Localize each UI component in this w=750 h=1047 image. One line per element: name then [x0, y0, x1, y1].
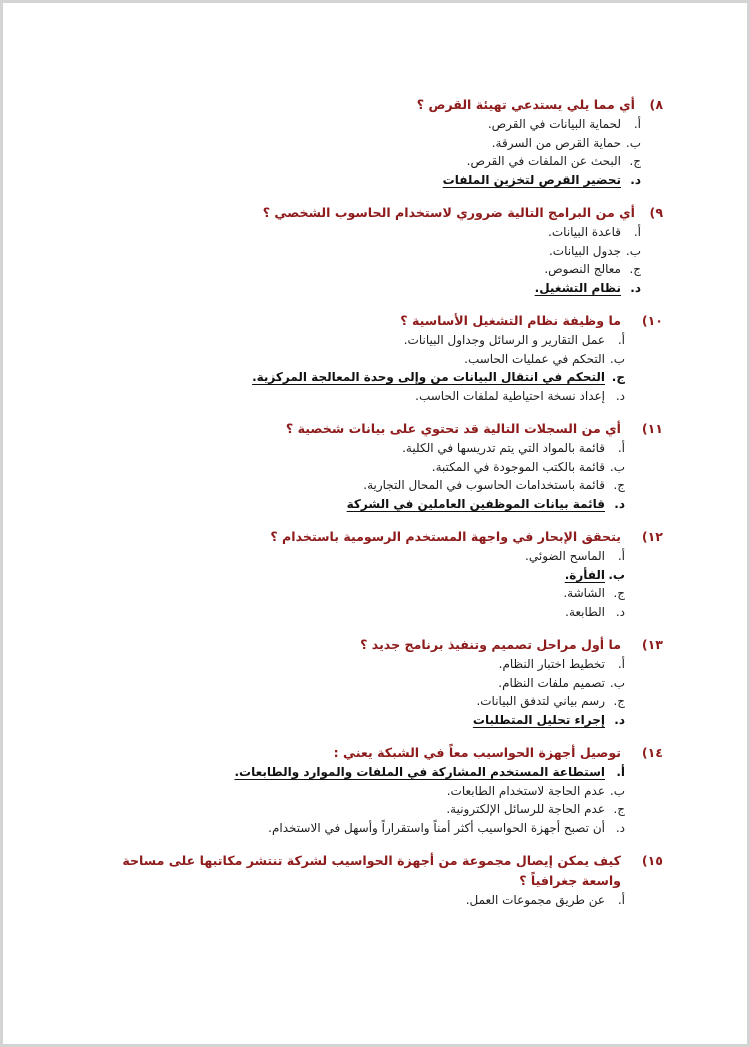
question-text: أي مما يلي يستدعي تهيئة القرص ؟ [416, 97, 635, 112]
option-letter: ج. [629, 154, 641, 168]
question-text: توصيل أجهزة الحواسيب معاً في الشبكة يعني : [333, 745, 621, 760]
option-letter: أ. [617, 549, 625, 563]
option-letter: ج. [629, 262, 641, 276]
option-b [88, 350, 625, 369]
question-text: أي من البرامج التالية ضروري لاستخدام الحاسوب الشخصي ؟ [262, 205, 635, 220]
option-list [88, 115, 641, 189]
option-b [88, 458, 625, 477]
question-15 [88, 851, 663, 910]
option-letter: د. [614, 496, 625, 511]
option-list [88, 763, 625, 837]
question-9 [88, 203, 663, 297]
option-text: قائمة بالكتب الموجودة في المكتبة. [431, 459, 605, 474]
option-b-correct [88, 566, 625, 585]
option-letter: أ. [633, 117, 641, 131]
option-text: عمل التقارير و الرسائل وجداول البيانات. [403, 333, 605, 347]
question-number: ٩) [649, 205, 663, 220]
option-text: الفأرة. [564, 567, 605, 582]
option-a-correct [88, 763, 625, 782]
question-14 [88, 743, 663, 837]
option-text: الشاشة. [563, 586, 605, 600]
option-c [88, 584, 625, 603]
option-text: استطاعة المستخدم المشاركة في الملفات والموارد والطابعات. [234, 765, 605, 779]
option-text: عن طريق مجموعات العمل. [465, 893, 605, 907]
option-letter: ب. [625, 135, 641, 150]
option-text: تحضير القرص لتخزين الملفات [442, 172, 621, 187]
option-text: جدول البيانات. [548, 243, 621, 258]
question-text: كيف يمكن إيصال مجموعة من أجهزة الحواسيب لشركة تنتشر مكاتبها على مساحة واسعة جغرافياً ؟ [122, 853, 621, 888]
question-12 [88, 527, 663, 621]
option-b [88, 134, 641, 153]
option-a [88, 439, 625, 458]
option-letter: د. [614, 712, 625, 727]
option-text: إعداد نسخة احتياطية لملفات الحاسب. [415, 388, 605, 403]
option-a [88, 547, 625, 566]
option-letter: د. [615, 388, 625, 403]
option-text: قاعدة البيانات. [548, 225, 621, 239]
option-a [88, 891, 625, 910]
question-number: ١٢) [641, 529, 663, 544]
option-b [88, 782, 625, 801]
option-text: رسم بياني لتدفق البيانات. [476, 694, 605, 708]
question-text: ما وظيفة نظام التشغيل الأساسية ؟ [400, 313, 621, 328]
question-text: ما أول مراحل تصميم وتنفيذ برنامج جديد ؟ [360, 637, 621, 652]
option-letter: ب. [625, 243, 641, 258]
option-c [88, 260, 641, 279]
question-text: يتحقق الإبحار في واجهة المستخدم الرسومية باستخدام ؟ [270, 529, 621, 544]
option-text: تصميم ملفات النظام. [498, 675, 605, 690]
option-letter: أ. [617, 441, 625, 455]
option-letter: ب. [609, 351, 625, 366]
option-letter: ب. [609, 783, 625, 798]
option-list [88, 891, 625, 910]
option-text: تخطيط اختبار النظام. [498, 657, 605, 671]
option-text: التحكم في عمليات الحاسب. [464, 351, 605, 366]
option-letter: ب. [609, 459, 625, 474]
option-c [88, 800, 625, 819]
option-letter: د. [630, 172, 641, 187]
option-letter: د. [630, 280, 641, 295]
option-b [88, 674, 625, 693]
question-number: ٨) [649, 97, 663, 112]
option-list [88, 655, 625, 729]
option-a [88, 115, 641, 134]
option-text: لحماية البيانات في القرص. [487, 117, 621, 131]
option-text: عدم الحاجة لاستخدام الطابعات. [446, 783, 605, 798]
option-text: قائمة باستخدامات الحاسوب في المحال التجارية. [363, 478, 605, 492]
question-number: ١٥) [641, 853, 663, 868]
option-d-correct [88, 495, 625, 514]
option-list [88, 547, 625, 621]
question-number: ١٤) [641, 745, 663, 760]
option-letter: أ. [617, 657, 625, 671]
option-text: البحث عن الملفات في القرص. [466, 154, 621, 168]
option-letter: ج. [613, 586, 625, 600]
question-number: ١١) [641, 421, 663, 436]
option-text: الطابعة. [565, 604, 605, 619]
question-text: أي من السجلات التالية قد تحتوي على بيانات شخصية ؟ [285, 421, 621, 436]
question-number: ١٣) [641, 637, 663, 652]
option-letter: ج. [611, 370, 625, 384]
question-number: ١٠) [641, 313, 663, 328]
option-letter: أ. [617, 333, 625, 347]
option-text: قائمة بيانات الموظفين العاملين في الشركة [346, 496, 605, 511]
question-list [88, 95, 663, 924]
option-letter: أ. [633, 225, 641, 239]
option-text: إجراء تحليل المتطلبات [472, 712, 605, 727]
question-13 [88, 635, 663, 729]
option-text: عدم الحاجة للرسائل الإلكترونية. [446, 802, 605, 816]
option-d-correct [88, 279, 641, 298]
option-list [88, 223, 641, 297]
option-c-correct [88, 368, 625, 387]
option-d [88, 603, 625, 622]
option-text: أن تصبح أجهزة الحواسيب أكثر أمناً واستقراراً وأسهل في الاستخدام. [268, 820, 605, 835]
option-letter: ج. [613, 802, 625, 816]
document-page [3, 3, 747, 1044]
option-b [88, 242, 641, 261]
option-text: نظام التشغيل. [534, 280, 621, 295]
option-text: التحكم في انتقال البيانات من وإلى وحدة المعالجة المركزية. [252, 370, 605, 384]
option-a [88, 223, 641, 242]
option-d [88, 819, 625, 838]
option-letter: ب. [608, 567, 625, 582]
option-a [88, 331, 625, 350]
option-list [88, 331, 625, 405]
option-letter: أ. [616, 765, 625, 779]
option-letter: ج. [613, 478, 625, 492]
option-text: معالج النصوص. [544, 262, 621, 276]
option-letter: ج. [613, 694, 625, 708]
option-d-correct [88, 711, 625, 730]
option-a [88, 655, 625, 674]
option-letter: د. [615, 604, 625, 619]
option-text: حماية القرص من السرقة. [491, 135, 621, 150]
question-8 [88, 95, 663, 189]
question-10 [88, 311, 663, 405]
option-list [88, 439, 625, 513]
question-11 [88, 419, 663, 513]
option-letter: ب. [609, 675, 625, 690]
option-text: قائمة بالمواد التي يتم تدريسها في الكلية. [402, 441, 605, 455]
option-letter: د. [615, 820, 625, 835]
option-c [88, 692, 625, 711]
option-c [88, 476, 625, 495]
option-text: الماسح الضوئي. [525, 549, 605, 563]
option-d [88, 387, 625, 406]
option-letter: أ. [617, 893, 625, 907]
option-c [88, 152, 641, 171]
option-d-correct [88, 171, 641, 190]
